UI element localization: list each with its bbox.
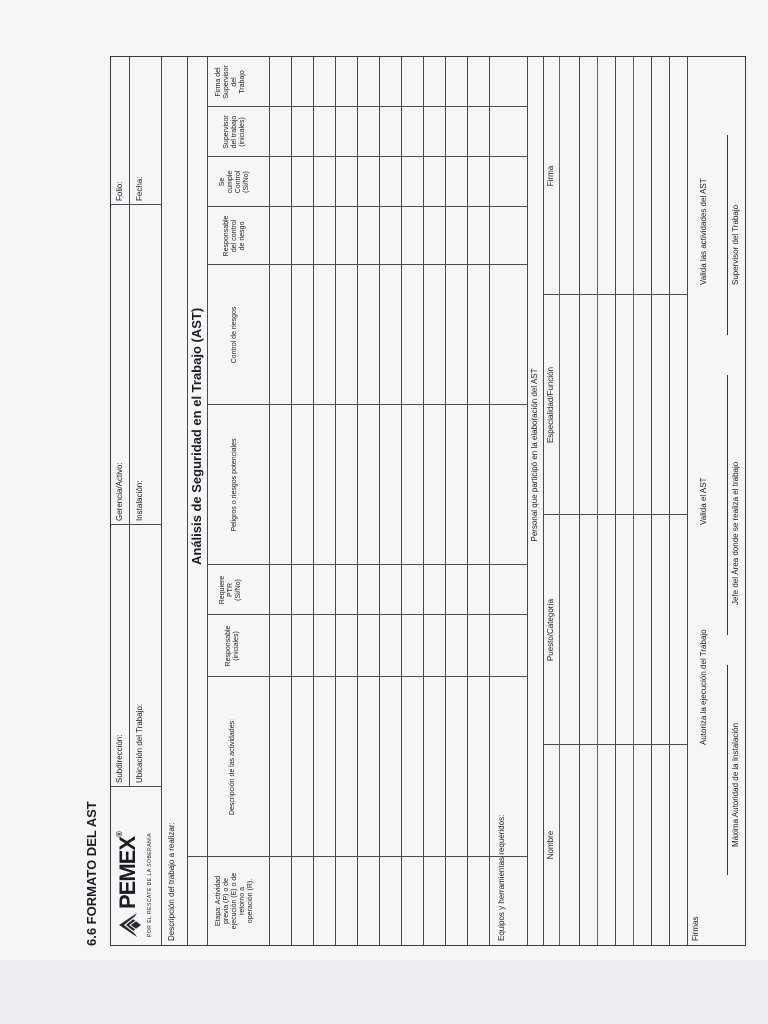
scan-bottom-margin xyxy=(0,960,768,1024)
signature-line-jefe xyxy=(727,375,728,635)
supervisor-label: Supervisor del Trabajo xyxy=(731,204,740,285)
col-control: Control de riesgos xyxy=(231,306,238,364)
descripcion-trabajo-label: Descripción del trabajo a realizar: xyxy=(167,822,176,941)
col-supervisor-iniciales: Supervisor del trabajo (iniciales) xyxy=(223,115,246,149)
ast-form-sheet xyxy=(86,56,766,946)
col-descripcion: Descripción de las actividades: xyxy=(229,718,236,816)
col-requiere-ptr: Requiere PTR (Si/No) xyxy=(219,575,242,605)
ubicacion-label: Ubicación del Trabajo: xyxy=(135,703,144,783)
equipos-label: Equipos y herramientas requeridos: xyxy=(497,814,506,941)
col-firma-supervisor: Firma del Supervisor del Trabajo xyxy=(215,65,246,99)
col-etapa: Etapa: Actividad previa (P) o de ejecución (E) o de retorno a operación (R). xyxy=(215,872,254,930)
jefe-area-label: Jefe del Área donde se realiza el trabajo xyxy=(731,461,740,605)
col-responsable-control: Responsable del control de riesgo xyxy=(223,215,246,257)
fecha-label: Fecha: xyxy=(135,176,144,201)
autoriza-label: Autoriza la ejecución del Trabajo xyxy=(699,629,708,745)
maxima-autoridad-label: Máxima Autoridad de la Instalación xyxy=(731,722,740,847)
col-puesto: Puesto/Categoría xyxy=(546,598,555,662)
personal-title: Personal que participó en la elaboración del AST xyxy=(530,368,539,542)
col-firma: Firma xyxy=(546,165,555,187)
signature-line-supervisor xyxy=(727,135,728,335)
col-nombre: Nombre xyxy=(546,830,555,860)
gerencia-label: Gerencia/Activo: xyxy=(115,462,124,521)
valida-actividades-label: Valida las actividades del AST xyxy=(699,178,708,285)
page-title: 6.6 FORMATO DEL AST xyxy=(84,801,99,946)
subdireccion-label: Subdirección: xyxy=(115,734,124,783)
ast-form-frame xyxy=(110,56,746,946)
col-especialidad: Especialidad/Función xyxy=(546,366,555,444)
signature-line-maxima xyxy=(727,665,728,875)
logo-wordmark: PEMEX® xyxy=(115,832,140,909)
col-se-cumple: Se cumple Control (Si/No) xyxy=(219,170,250,194)
ast-section-title: Análisis de Seguridad en el Trabajo (AST) xyxy=(189,307,204,565)
instalacion-label: Instalación: xyxy=(135,480,144,521)
folio-label: Folio: xyxy=(115,181,124,201)
eagle-logo-icon xyxy=(117,911,143,939)
col-responsable: Responsable (iniciales) xyxy=(225,625,240,667)
firmas-label: Firmas xyxy=(691,916,700,941)
pemex-logo xyxy=(113,793,159,943)
valida-ast-label: Valida el AST xyxy=(699,477,708,525)
col-peligros: Peligros o riesgos potenciales xyxy=(231,438,238,532)
logo-slogan: POR EL RESCATE DE LA SOBERANÍA xyxy=(147,833,153,937)
